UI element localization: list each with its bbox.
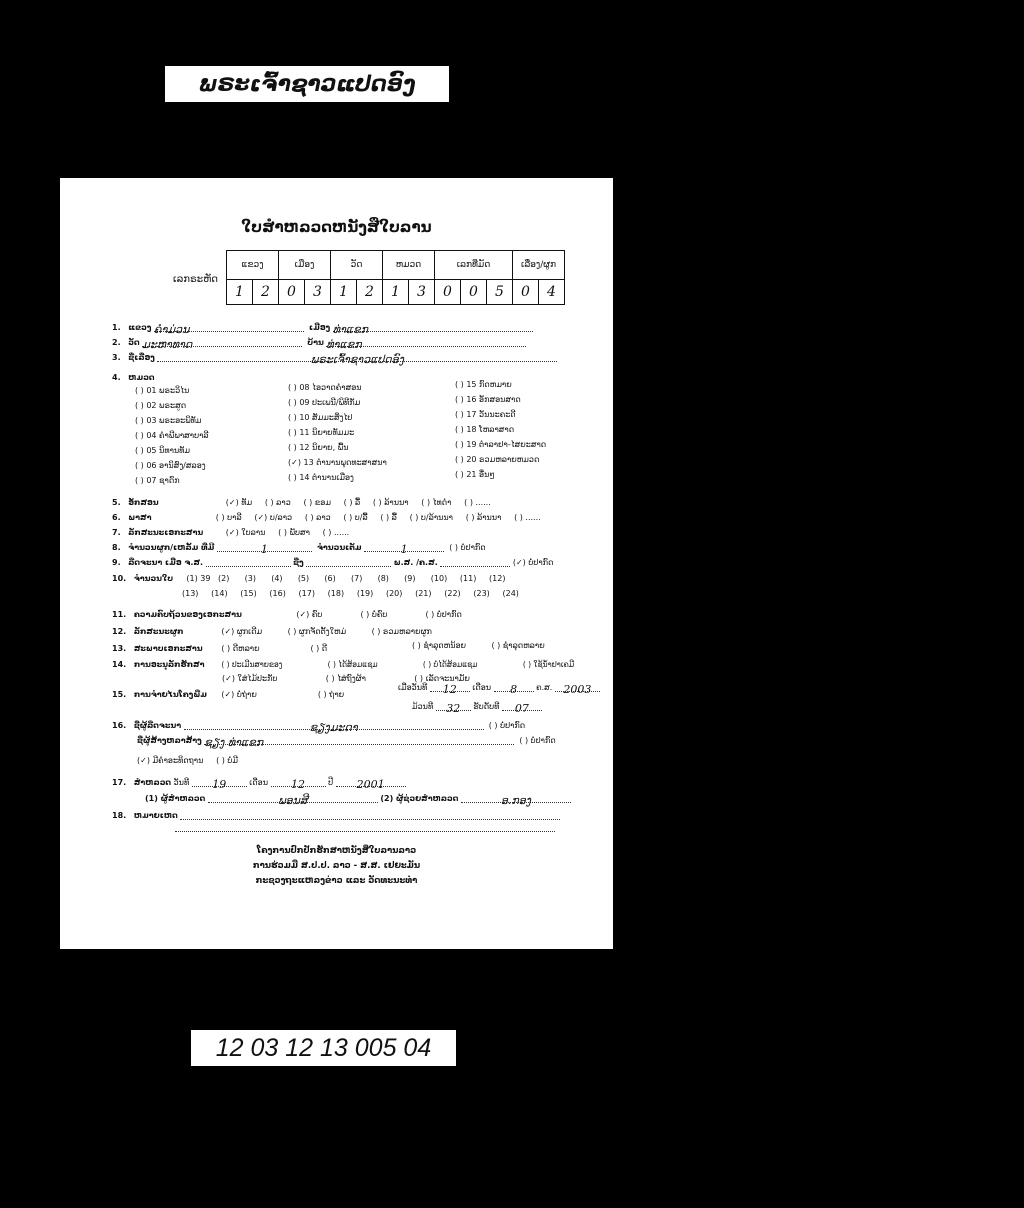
- category-option[interactable]: ( ) 14 ຕຳນານເມືອງ: [288, 473, 354, 482]
- category-option[interactable]: ( ) 01 ພຣະວິໄນ: [135, 386, 190, 395]
- field-label: ລັກສະນະເອກະສານ: [128, 528, 204, 537]
- field-number: 18.: [112, 811, 127, 820]
- field-label: ແຂວງ: [128, 323, 152, 332]
- field-label: ຄວາມຄົບຖ້ວນຂອງເອກະສານ: [133, 610, 242, 619]
- field-label: ພາສາ: [128, 513, 152, 522]
- code-digit: 2: [357, 280, 383, 305]
- category-option[interactable]: ( ) 21 ອື່ນໆ: [455, 470, 495, 479]
- field-label: ສຳຫລວດ: [133, 778, 172, 787]
- field-label: ວັນທີ: [173, 778, 190, 787]
- field-language-row: [112, 513, 541, 522]
- category-option[interactable]: ( ) 07 ຊາດົກ: [135, 476, 180, 485]
- field-number: 1.: [112, 323, 121, 332]
- full-count-value: 1: [400, 543, 408, 556]
- fill-line: [326, 338, 526, 351]
- category-option[interactable]: ( ) 19 ຕຳລາຢາ-ໄສຍະສາດ: [455, 440, 547, 449]
- fill-line: [555, 683, 600, 696]
- category-option[interactable]: ( ) 09 ປະເພນີ/ພິທີກັມ: [288, 398, 361, 407]
- field-label: ຊື່ງ: [293, 558, 304, 567]
- fill-line: [180, 811, 560, 820]
- code-header-temple: ວັດ: [331, 251, 383, 280]
- code-digit: 1: [383, 280, 409, 305]
- category-option[interactable]: ( ) 02 ພຣະສູດ: [135, 401, 187, 410]
- bundle-type-options[interactable]: (✓) ຜູກເດີມ ( ) ຜູກຈັດຕັ້ງໃຫມ່ ( ) ຣວມຫລາຍຜູກ: [221, 627, 432, 636]
- province-value: ຄຳມ່ວນ: [153, 323, 190, 336]
- category-option[interactable]: ( ) 17 ວັນນະຄະດີ: [455, 410, 516, 419]
- code-header-district: ເມືອງ: [279, 251, 331, 280]
- category-option[interactable]: ( ) 04 ຄຳພີພາສາບາລີ: [135, 431, 209, 440]
- code-digit: 1: [331, 280, 357, 305]
- field-label: ພ.ສ. /ຄ.ສ.: [393, 558, 438, 567]
- field-number: 8.: [112, 543, 121, 552]
- sponsor-value: ຊຽງ ທ່າແຂກ: [204, 736, 264, 749]
- condition-options[interactable]: ( ) ດີຫລາຍ ( ) ດີ: [221, 644, 328, 653]
- field-scribe-row: [112, 721, 526, 734]
- fill-line: [461, 794, 571, 807]
- title-value: ພຣະເຈົ້າຊາວແປດອົງ: [310, 353, 404, 366]
- field-label: ລືດຈະນາ ເມື່ອ ຈ.ສ.: [128, 558, 204, 567]
- fill-line: [206, 558, 291, 567]
- microfilm-date-row: [398, 683, 600, 696]
- fill-line: [430, 683, 470, 696]
- temple-value: ມະຫາທາດ: [142, 338, 193, 351]
- conservation-options[interactable]: ( ) ປະເມີນສາຍຂອງ ( ) ໄດ້ສ້ອມແຊມ ( ) ບໍ່ໄດ້ສ້ອມແຊມ ( ) ໃຊ້ນ້ຳຢາເຄມີ: [221, 660, 575, 669]
- field-material-row: [112, 528, 349, 537]
- field-number: 16.: [112, 721, 127, 730]
- surveyor-row: [145, 794, 571, 807]
- survey-day: 19: [212, 778, 227, 791]
- category-option[interactable]: ( ) 15 ກົດຫມາຍ: [455, 380, 512, 389]
- fill-line: [142, 338, 302, 351]
- category-column-3: [455, 380, 546, 485]
- field-number: 4.: [112, 373, 121, 382]
- scribe-value: ຊຽງມະດາ: [309, 721, 358, 734]
- category-option[interactable]: ( ) 10 ສັມມະສິ່ງໄປ: [288, 413, 353, 422]
- roll-number: 32: [446, 702, 461, 715]
- microfilm-month: 8: [510, 683, 518, 696]
- code-digit: 1: [227, 280, 253, 305]
- field-completeness-row: [112, 610, 462, 619]
- microfilm-year: 2003: [563, 683, 592, 696]
- field-label: ເມື່ອວັນທີ: [398, 683, 428, 692]
- category-option[interactable]: ( ) 08 ໄອວາດຄຳສອນ: [288, 383, 362, 392]
- field-number: 6.: [112, 513, 121, 522]
- field-label: ຊື່ຜູ້ລືດຈະນາ: [133, 721, 182, 730]
- damage-options[interactable]: ( ) ຊຳລຸດຫນ້ອຍ ( ) ຊຳລຸດຫລາຍ: [412, 641, 545, 650]
- field-script-row: [112, 498, 491, 507]
- field-label: ຫມວດ: [128, 373, 155, 382]
- fill-line: [153, 323, 304, 336]
- code-digit: 3: [305, 280, 331, 305]
- code-digit: 4: [539, 280, 565, 305]
- field-temple-row: [112, 338, 526, 351]
- frame-number: 07: [514, 702, 529, 715]
- field-label: ຈຳນວນໃບ: [133, 574, 174, 583]
- field-microfilm-row: [112, 690, 344, 699]
- fill-line: [208, 794, 378, 807]
- code-digit: 0: [279, 280, 305, 305]
- footer-line-2: ການຮ່ວມມື ສ.ປ.ປ. ລາວ - ສ.ສ. ເຢຍະມັນ: [252, 861, 421, 871]
- assistant-value: ອ.ກອງ: [500, 794, 531, 807]
- field-number: 7.: [112, 528, 121, 537]
- code-table: [226, 250, 565, 305]
- fill-line: [364, 543, 444, 556]
- field-label: (1) ຜູ້ສຳຫລວດ: [145, 794, 206, 803]
- category-option[interactable]: (✓) 13 ຕຳນານພຸດທະສາສນາ: [288, 458, 387, 467]
- village-value: ທ່າແຂກ: [326, 338, 362, 351]
- script-options[interactable]: (✓) ທັມ ( ) ລາວ ( ) ຂອມ ( ) ລື້ ( ) ລ້ານນາ ( ) ໄທດຳ ( ) ......: [225, 498, 491, 507]
- field-label: ຮັບດັບທີ: [473, 702, 500, 711]
- field-label: ປີ: [328, 778, 334, 787]
- field-label: ບ້ານ: [307, 338, 324, 347]
- top-title-label: ພຣະເຈົ້າຊາວແປດອົງ: [165, 66, 449, 102]
- fill-line: [271, 778, 326, 791]
- category-option[interactable]: ( ) 05 ນິທານທັມ: [135, 446, 190, 455]
- field-number: 3.: [112, 353, 121, 362]
- category-column-2: [288, 383, 387, 488]
- field-label: ລັກສະນະຜູກ: [133, 627, 184, 636]
- field-number: 14.: [112, 660, 127, 669]
- fill-line: [157, 353, 557, 366]
- leaf-count-row-1: (1) 39 (2) (3) (4) (5) (6) (7) (8) (9) (10) (11) (12): [186, 574, 506, 583]
- field-number: 17.: [112, 778, 127, 787]
- form-title: ໃບສຳຫລວດຫນັງສືໃບລານ: [241, 218, 432, 236]
- field-label: ຄ.ສ.: [536, 683, 553, 692]
- field-inscribed-row: [112, 558, 553, 567]
- field-label: ການຈຳຍໄນໂຄງພືມ: [133, 690, 207, 699]
- field-number: 9.: [112, 558, 121, 567]
- not-shown-option[interactable]: ( ) ບໍ່ປາກົດ: [488, 721, 526, 730]
- survey-month: 12: [291, 778, 306, 791]
- registration-number-label: ເລກຣະຫັດ: [173, 274, 218, 285]
- conservation-options-2[interactable]: (✓) ໃສ່ໄມ້ປະກັບ ( ) ໄສ່ຖົງຜ້າ ( ) ເລັດຈະນາມັຍ: [222, 674, 470, 683]
- category-option[interactable]: ( ) 16 ອັກສອນສາດ: [455, 395, 521, 404]
- microfilm-day: 12: [442, 683, 457, 696]
- fill-line: [436, 702, 471, 715]
- code-digit: 5: [487, 280, 513, 305]
- bottom-code-label: 12 03 12 13 005 04: [191, 1030, 456, 1066]
- field-label: ສະພາບເອກະສານ: [133, 644, 203, 653]
- remarks-line-2: [175, 823, 555, 832]
- fill-line: [192, 778, 247, 791]
- code-digit: 0: [435, 280, 461, 305]
- bundle-count-value: 1: [260, 543, 268, 556]
- code-header-bundle: ເລກທີ່ມັດ: [435, 251, 513, 280]
- fill-line: [204, 736, 514, 749]
- language-options[interactable]: ( ) ບາລີ (✓) ບ/ລາວ ( ) ລາວ ( ) ບ/ລື້ ( ) ລື້ ( ) ບ/ລ້ານນາ ( ) ລ້ານນາ ( ) ......: [215, 513, 541, 522]
- category-option[interactable]: ( ) 12 ນິຍາຍ, ພື້ນ: [288, 443, 349, 452]
- field-label: ເດືອນ: [249, 778, 268, 787]
- fill-line: [217, 543, 312, 556]
- field-number: 15.: [112, 690, 127, 699]
- footer-line-3: ກະຊວງຖະແຫລງຂ່າວ ແລະ ວັດທະນະທຳ: [255, 876, 418, 886]
- material-options[interactable]: (✓) ໃບລານ ( ) ພັບສາ ( ) ......: [225, 528, 350, 537]
- code-header-title: ເລື່ອງ/ຜູກ: [513, 251, 565, 280]
- completeness-options[interactable]: (✓) ຄົບ ( ) ບໍ່ຄົບ ( ) ບໍ່ປາກົດ: [296, 610, 462, 619]
- field-label: ການອະນຸລັກຮັກສາ: [133, 660, 205, 669]
- footer-line-1: ໂຄງການປົກປັກຮັກສາຫນັງສືໃບລານລາວ: [256, 846, 417, 856]
- field-label: ຊື່ຜູ້ສ້າງຫລາສ້າງ: [137, 736, 202, 745]
- fill-line: [306, 558, 391, 567]
- field-survey-date-row: [112, 778, 406, 791]
- not-shown-option[interactable]: (✓) ບໍ່ປາກົດ: [512, 558, 554, 567]
- field-label: ຊື່ເລື່ອງ: [128, 353, 155, 362]
- fill-line: [502, 702, 542, 715]
- field-condition-row: [112, 644, 327, 653]
- code-digit: 2: [253, 280, 279, 305]
- code-digit: 0: [513, 280, 539, 305]
- field-label: ຈຳນວນເຕັມ: [316, 543, 362, 552]
- category-column-1: [135, 386, 209, 491]
- field-label: ອັກສອນ: [128, 498, 159, 507]
- fill-line: [440, 558, 510, 567]
- survey-form-sheet: [60, 178, 613, 949]
- field-label: ວັດ: [128, 338, 140, 347]
- microfilm-options[interactable]: (✓) ບໍ່ຖ່າຍ ( ) ຖ່າຍ: [221, 690, 345, 699]
- category-option[interactable]: ( ) 18 ໂຫລາສາດ: [455, 425, 515, 434]
- field-label: ຫມາຍເຫດ: [133, 811, 178, 820]
- microfilm-roll-row: [412, 702, 542, 715]
- field-number: 12.: [112, 627, 127, 636]
- field-number: 2.: [112, 338, 121, 347]
- not-shown-option[interactable]: ( ) ບໍ່ປາກົດ: [449, 543, 486, 552]
- surveyor-value: ພອນສີ: [278, 794, 308, 807]
- survey-year: 2001: [356, 778, 385, 791]
- category-option[interactable]: ( ) 06 ອານິສົງ/ສລອງ: [135, 461, 206, 470]
- field-category-row: [112, 373, 155, 382]
- leaf-count-row-2: (13) (14) (15) (16) (17) (18) (19) (20) (21) (22) (23) (24): [182, 589, 519, 598]
- category-option[interactable]: ( ) 11 ນິຍາຍທັມມະ: [288, 428, 355, 437]
- category-option[interactable]: ( ) 20 ຣວມຫລາຍຫມວດ: [455, 455, 540, 464]
- field-label: ຈຳນວນຜູກ/ເຫລັ້ມ ທີ່ມີ: [128, 543, 215, 552]
- field-bundle-count-row: [112, 543, 486, 556]
- fill-line: [175, 823, 555, 832]
- code-digit: 0: [461, 280, 487, 305]
- category-option[interactable]: ( ) 03 ພຣະອະພິທັມ: [135, 416, 202, 425]
- not-shown-option[interactable]: ( ) ບໍ່ປາກົດ: [519, 736, 556, 745]
- district-value: ທ່າແຂກ: [332, 323, 368, 336]
- field-label: ເດືອນ: [472, 683, 492, 692]
- code-header-category: ຫມວດ: [383, 251, 435, 280]
- field-sponsor-row: [137, 736, 556, 749]
- field-number: 11.: [112, 610, 127, 619]
- fill-line: [332, 323, 533, 336]
- fill-line: [494, 683, 534, 696]
- code-header-province: ແຂວງ: [227, 251, 279, 280]
- field-remarks-row: [112, 811, 560, 820]
- field-province-row: [112, 323, 533, 336]
- fill-line: [184, 721, 484, 734]
- fill-line: [336, 778, 406, 791]
- field-number: 5.: [112, 498, 121, 507]
- field-number: 10.: [112, 574, 127, 583]
- field-label: ເມືອງ: [309, 323, 331, 332]
- prayer-options[interactable]: (✓) ມີຄຳອະທິດຖານ ( ) ບໍ່ມີ: [137, 756, 239, 765]
- field-title-row: [112, 353, 557, 366]
- field-conservation-row: [112, 660, 574, 669]
- field-number: 13.: [112, 644, 127, 653]
- field-label: ມ້ວນທີ: [412, 702, 434, 711]
- field-bundle-type-row: [112, 627, 432, 636]
- code-digit: 3: [409, 280, 435, 305]
- field-leaf-count-row: [112, 574, 505, 583]
- field-label: (2) ຜູ້ຊ່ວຍສຳຫລວດ: [380, 794, 459, 803]
